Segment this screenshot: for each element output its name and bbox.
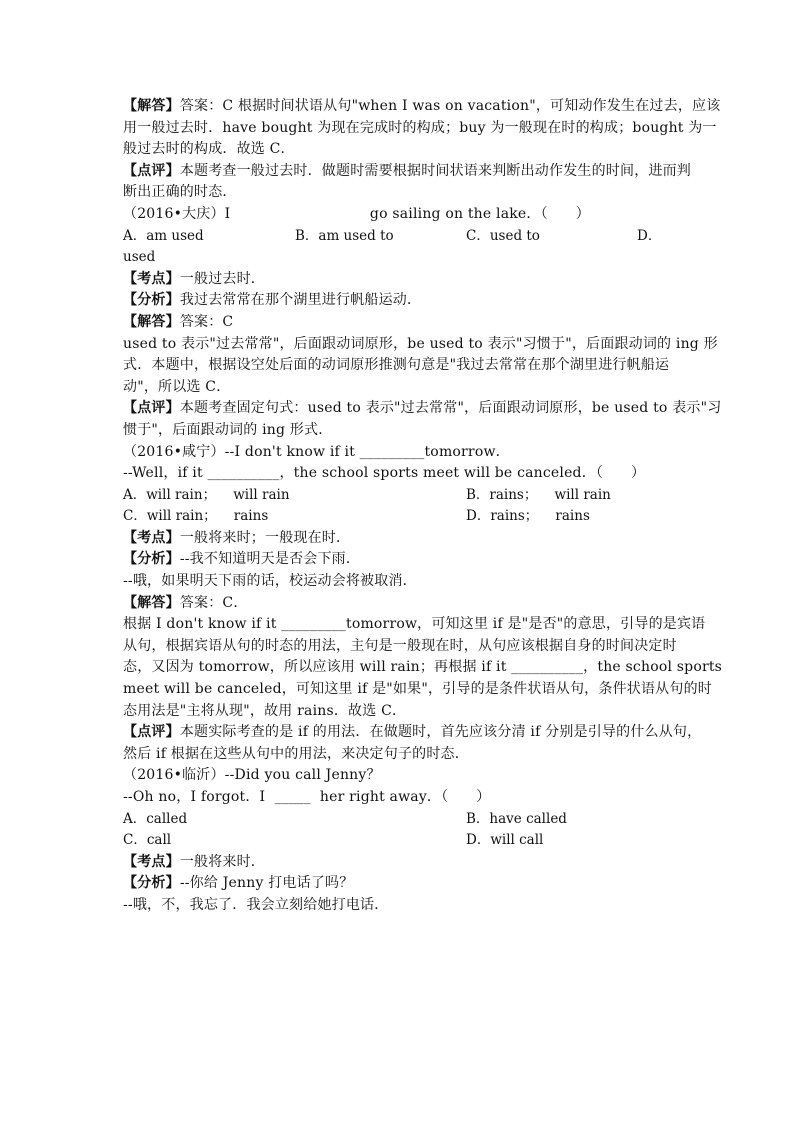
q3-options-row-1 [123,809,678,831]
line-text: （2016•大庆）I go sailing on the lake．（ ） [123,205,590,222]
text-line [123,182,678,204]
q3-option-b: B．have called [466,810,567,827]
line-text: 断出正确的时态． [123,184,237,201]
q1-option-d-wrap [123,247,678,269]
q3-option-a: A．called [123,810,188,827]
q3-option-d: D．will call [466,832,544,849]
q3-options-row-2 [123,830,678,852]
line-text: 答案：C [179,313,234,330]
text-line [123,895,678,917]
section-label: 【分析】 [123,551,180,568]
line-text: 态用法是"主将从现"，故用 rains．故选 C． [123,702,407,719]
q2-option-b: B．rains； will rain [466,486,611,503]
line-text: 惯于"，后面跟动词的 ing 形式． [123,421,333,438]
q2-option-c: C．will rain； rains [123,508,269,525]
line-text: 本题实际考查的是 if 的用法．在做题时，首先应该分清 if 分别是引导的什么从句， [179,724,702,741]
line-text: used to 表示"过去常常"，后面跟动词原形，be used to 表示"习惯于"，后面跟动词的 ing 形 [123,335,718,352]
text-line [123,118,717,140]
text-line [123,355,678,377]
text-line [123,744,678,766]
text-line [123,636,678,658]
line-text: --哦，不，我忘了．我会立刻给她打电话． [123,896,389,913]
text-line [123,204,678,226]
line-text: 态，又因为 tomorrow，所以应该用 will rain；再根据 if it __________，the school sports [123,659,723,676]
q2-option-a: A．will rain； will rain [123,486,290,503]
line-text: --我不知道明天是否会下雨． [179,551,361,568]
section-label: 【考点】 [123,270,180,287]
text-line [123,139,678,161]
line-text: 一般将来时；一般现在时． [179,529,351,546]
text-line [123,787,678,809]
q1-option-d-text: used [123,249,156,266]
line-text: （2016•咸宁）--I don't know if it _________tomorrow． [123,443,510,460]
line-text: meet will be canceled，可知这里 if 是"如果"，引导的是条件状语从句，条件状语从句的时 [123,681,712,698]
text-line [123,765,678,787]
answer-block-1 [123,96,721,226]
q3-option-c: C．call [123,832,172,849]
answer-block-4 [123,852,678,917]
section-label: 【解答】 [123,98,180,114]
text-line [123,701,678,723]
q2-options-row-2 [123,506,678,528]
line-text: 答案：C． [179,594,248,611]
line-text: 动"，所以选 C． [123,378,231,395]
line-text: （2016•临沂）--Did you call Jenny？ [123,767,381,784]
text-line [123,269,678,291]
section-label: 【解答】 [123,313,180,330]
q2-option-d: D．rains； rains [466,508,590,525]
text-line [123,614,706,636]
line-text: 根据 I don't know if it _________tomorrow，可知这里 if 是"是否"的意思，引导的是宾语 [123,616,706,633]
section-label: 【分析】 [123,875,180,892]
q1-option-a: A．am used [123,227,204,244]
text-line [123,463,678,485]
text-line [123,571,678,593]
section-label: 【分析】 [123,292,180,309]
answer-block-3 [123,528,723,809]
line-text: 般过去时的构成．故选 C． [123,141,295,158]
line-text: 答案：C 根据时间状语从句"when I was on vacation"，可知动作发生在过去，应该 [179,98,721,114]
answer-block-2 [123,269,722,485]
line-text: --Well，if it __________，the school sports meet will be canceled．（ ） [123,465,646,482]
text-line [123,722,702,744]
q2-options-row-1 [123,485,678,507]
text-line [123,334,718,356]
section-label: 【点评】 [123,400,180,417]
q1-options [123,226,678,248]
q1-option-c: C．used to [466,227,540,244]
section-label: 【考点】 [123,529,180,546]
line-text: 从句，根据宾语从句的时态的用法，主句是一般现在时，从句应该根据自身的时间决定时 [123,637,677,654]
line-text: 一般过去时． [179,270,266,287]
document-body [123,96,723,917]
text-line [123,528,678,550]
line-text: 本题考查固定句式：used to 表示"过去常常"，后面跟动词原形，be used to 表示"习 [179,400,722,417]
line-text: --Oh no，I forgot．I _____ her right away．（ ） [123,789,491,805]
section-label: 【考点】 [123,853,180,870]
line-text: 本题考查一般过去时．做题时需要根据时间状语来判断出动作发生的时间，进而判 [179,162,692,179]
line-text: --你给 Jenny 打电话了吗？ [179,875,354,892]
text-line [123,377,678,399]
line-text: 用一般过去时．have bought 为现在完成时的构成；buy 为一般现在时的构成；bought 为一 [123,119,717,136]
text-line [123,290,678,312]
text-line [123,873,678,895]
text-line [123,852,678,874]
line-text: 一般将来时． [179,853,266,870]
text-line [123,312,678,334]
line-text: --哦，如果明天下雨的话，校运动会将被取消． [123,573,417,590]
line-text: 式．本题中，根据设空处后面的动词原形推测句意是"我过去常常在那个湖里进行帆船运 [123,357,670,374]
text-line [123,549,678,571]
text-line [123,442,678,464]
section-label: 【解答】 [123,594,180,611]
q1-option-b: B．am used to [295,227,394,244]
text-line [123,398,722,420]
line-text: 然后 if 根据在这些从句中的用法，来决定句子的时态． [123,745,469,762]
text-line [123,679,712,701]
line-text: 我过去常常在那个湖里进行帆船运动． [179,292,422,309]
text-line [123,657,723,679]
text-line [123,593,678,615]
section-label: 【点评】 [123,162,180,179]
q1-option-d: D． [637,227,662,244]
text-line [123,96,721,118]
text-line [123,161,692,183]
text-line [123,420,678,442]
section-label: 【点评】 [123,724,180,741]
